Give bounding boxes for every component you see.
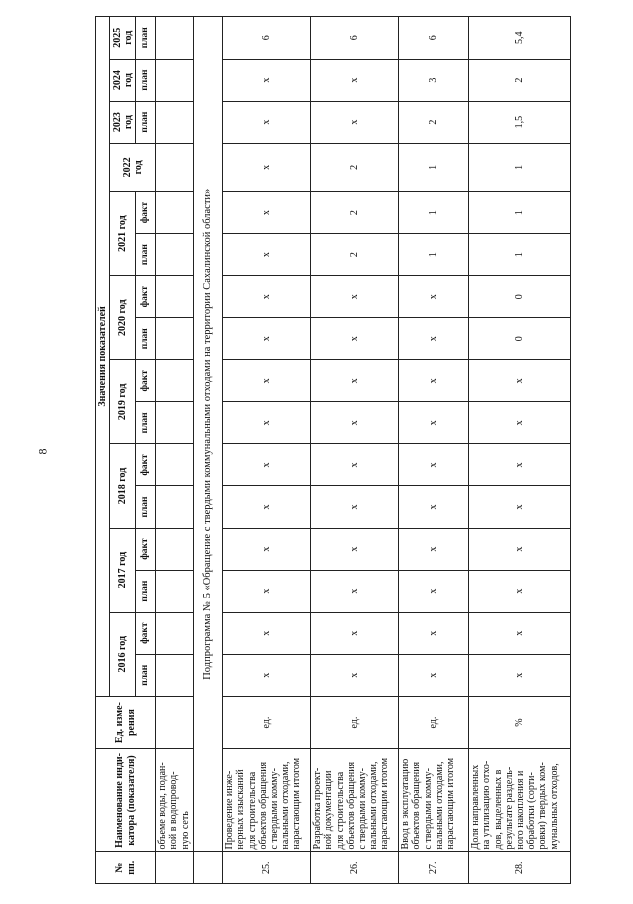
cell-value: х [311,276,399,318]
cell-value: 1 [469,143,571,191]
cell-value: 5,4 [469,17,571,60]
cell-value: 2 [311,192,399,234]
header-plan: план [136,101,156,143]
cell-value: х [469,570,571,612]
cell-value: х [223,318,311,360]
cell-value: х [223,486,311,528]
cell-value: 1 [399,143,469,191]
subprogram-row [194,17,223,884]
row-name: Доля направленных на утилизацию отхо- дов, выделенных в результате раздель- ного накопления и обработки (сорти- ровки) твердых ком- мунальных отходов, [469,749,571,852]
rotated-table-container [95,16,578,884]
cell-value: х [399,612,469,654]
row-unit: % [469,696,571,749]
row-unit [156,696,194,749]
header-fact: факт [136,276,156,318]
header-fact: факт [136,192,156,234]
header-num: № пп. [96,852,156,884]
table-row [156,17,194,884]
cell-value: х [469,444,571,486]
table-row [469,17,571,884]
indicators-table [95,16,571,884]
header-year-2018: 2018 год [110,444,136,528]
cell-value: х [399,360,469,402]
cell-value: х [223,654,311,696]
cell-value: х [399,402,469,444]
cell-value: 6 [399,17,469,60]
header-year-2020: 2020 год [110,276,136,360]
table-row [311,17,399,884]
cell-value: х [311,654,399,696]
table-row [223,17,311,884]
cell-value: х [223,402,311,444]
cell-value: х [223,444,311,486]
header-values-title: Значения показателей [96,17,110,697]
cell-value: х [399,318,469,360]
row-num: 27. [399,852,469,884]
row-num: 26. [311,852,399,884]
row-unit: ед. [311,696,399,749]
cell-value: х [311,612,399,654]
cell-value: х [311,59,399,101]
cell-value: 2 [469,59,571,101]
cell-value: х [311,528,399,570]
cell-value: 1 [399,234,469,276]
header-year-2025: 2025 год [110,17,136,60]
table-row [399,17,469,884]
cell-value: х [469,360,571,402]
header-year-2016: 2016 год [110,612,136,696]
cell-value: х [223,192,311,234]
cell-value: х [311,444,399,486]
cell-value: х [469,612,571,654]
row-name: Проведение инже- нерных изысканий для строительства объектов обращения с твердыми комму- нальными отходами, нарастающим итогом [223,749,311,852]
cell-value: х [311,360,399,402]
cell-value: х [223,612,311,654]
header-year-2023: 2023 год [110,101,136,143]
cell-value: х [399,486,469,528]
header-plan: план [136,402,156,444]
cell-value: х [311,318,399,360]
header-year-2022: 2022 год [110,143,156,191]
cell-value: х [223,570,311,612]
cell-value: 1 [399,192,469,234]
cell-value: 2 [399,101,469,143]
header-plan: план [136,234,156,276]
cell-value: х [399,570,469,612]
header-year-2019: 2019 год [110,360,136,444]
row-name: Разработка проект- ной документации для строительства объектов обращения с твердыми комму- нальными отходами, нарастающим итогом [311,749,399,852]
cell-value: х [223,143,311,191]
cell-value: 3 [399,59,469,101]
cell-value: 6 [223,17,311,60]
cell-value: х [469,654,571,696]
cell-value: х [311,101,399,143]
cell-value: х [399,276,469,318]
row-name: объеме воды, подан- ной в водопровод- ную сеть [156,749,194,852]
header-plan: план [136,318,156,360]
row-num: 25. [223,852,311,884]
cell-value: х [469,528,571,570]
row-name: Ввод в эксплуатацию объектов обращения с твердыми комму- нальными отходами, нарастающим итогом [399,749,469,852]
cell-value: х [311,570,399,612]
cell-value: х [469,486,571,528]
header-name: Наименование инди- катора (показателя) [96,749,156,852]
header-fact: факт [136,528,156,570]
cell-value: х [399,528,469,570]
cell-value: 1 [469,234,571,276]
cell-value: 2 [311,143,399,191]
cell-value: х [223,528,311,570]
cell-value: х [223,360,311,402]
row-num: 28. [469,852,571,884]
header-year-2024: 2024 год [110,59,136,101]
header-fact: факт [136,360,156,402]
cell-value: х [311,402,399,444]
cell-value: х [223,59,311,101]
header-year-2017: 2017 год [110,528,136,612]
header-plan: план [136,59,156,101]
row-unit: ед. [399,696,469,749]
header-fact: факт [136,444,156,486]
header-year-2021: 2021 год [110,192,136,276]
header-plan: план [136,486,156,528]
cell-value: 0 [469,276,571,318]
cell-value: х [223,234,311,276]
row-num [156,852,194,884]
subprogram-title: Подпрограмма № 5 «Обращение с твердыми коммунальными отходами на территории Сахалинской области» [194,17,223,852]
header-plan: план [136,17,156,60]
cell-value: 1,5 [469,101,571,143]
cell-value: х [399,444,469,486]
row-unit: ед. [223,696,311,749]
header-unit: Ед. изме- рения [96,696,156,749]
header-plan: план [136,654,156,696]
cell-value: 1 [469,192,571,234]
header-fact: факт [136,612,156,654]
cell-value: х [311,486,399,528]
cell-value: х [399,654,469,696]
page-number: 8 [35,448,50,455]
cell-value: х [469,402,571,444]
header-plan: план [136,570,156,612]
cell-value: х [223,101,311,143]
cell-value: х [223,276,311,318]
cell-value: 2 [311,234,399,276]
cell-value: 0 [469,318,571,360]
cell-value: 6 [311,17,399,60]
